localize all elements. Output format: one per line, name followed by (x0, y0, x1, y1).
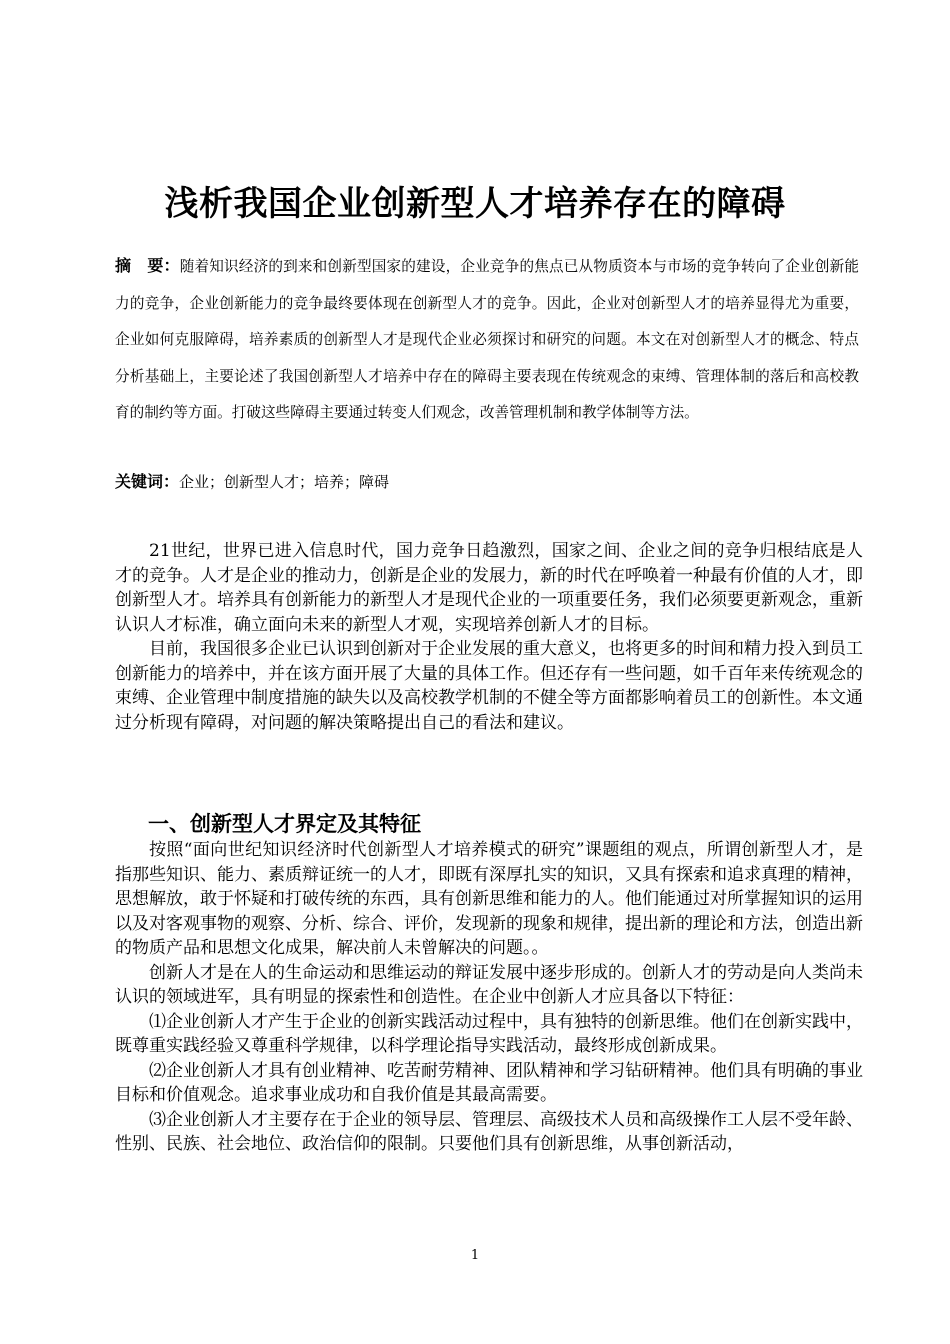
section-1-paragraph-2: 创新人才是在人的生命运动和思维运动的辩证发展中逐步形成的。创新人才的劳动是向人类尚未认识的领域进军，具有明显的探索性和创造性。在企业中创新人才应具备以下特征： (115, 962, 863, 1007)
keywords-label: 关键词： (115, 472, 180, 491)
introduction (115, 539, 863, 735)
section-1-paragraph-1: 按照“面向世纪知识经济时代创新型人才培养模式的研究”课题组的观点，所谓创新型人才，是指那些知识、能力、素质辩证统一的人才，即既有深厚扎实的知识，又具有探索和追求真理的精神，思想解放，敢于怀疑和打破传统的东西，具有创新思维和能力的人。他们能通过对所掌握知识的运用以及对客观事物的观察、分析、综合、评价，发现新的现象和规律，提出新的理论和方法，创造出新的物质产品和思想文化成果，解决前人未曾解决的问题。。 (115, 840, 863, 958)
intro-paragraph-2: 目前，我国很多企业已认识到创新对于企业发展的重大意义，也将更多的时间和精力投入到员工创新能力的培养中，并在该方面开展了大量的具体工作。但还存有一些问题，如千百年来传统观念的束缚、企业管理中制度措施的缺失以及高校教学机制的不健全等方面都影响着员工的创新性。本文通过分析现有障碍，对问题的解决策略提出自己的看法和建议。 (115, 639, 863, 733)
page-number: 1 (470, 1248, 480, 1263)
section-1-paragraph-5: ⑶企业创新人才主要存在于企业的领导层、管理层、高级技术人员和高级操作工人层不受年龄、性别、民族、社会地位、政治信仰的限制。只要他们具有创新思维，从事创新活动， (115, 1109, 863, 1154)
section-1-paragraph-4: ⑵企业创新人才具有创业精神、吃苦耐劳精神、团队精神和学习钻研精神。他们具有明确的事业目标和价值观念。追求事业成功和自我价值是其最高需要。 (115, 1060, 863, 1105)
paper-title: 浅析我国企业创新型人才培养存在的障碍 (164, 184, 786, 224)
section-1-paragraph-3: ⑴企业创新人才产生于企业的创新实践活动过程中，具有独特的创新思维。他们在创新实践中，既尊重实践经验又尊重科学规律，以科学理论指导实践活动，最终形成创新成果。 (115, 1011, 863, 1056)
section-1-heading: 一、创新型人才界定及其特征 (148, 812, 421, 836)
abstract (115, 248, 859, 432)
keywords (115, 467, 859, 497)
abstract-text: 随着知识经济的到来和创新型国家的建设，企业竞争的焦点已从物质资本与市场的竞争转向了企业创新能力的竞争，企业创新能力的竞争最终要体现在创新型人才的竞争。因此，企业对创新型人才的培养显得尤为重要，企业如何克服障碍，培养素质的创新型人才是现代企业必须探讨和研究的问题。本文在对创新型人才的概念、特点分析基础上，主要论述了我国创新型人才培养中存在的障碍主要表现在传统观念的束缚、管理体制的落后和高校教育的制约等方面。打破这些障碍主要通过转变人们观念，改善管理机制和教学体制等方法。 (115, 258, 859, 421)
section-1-body (115, 838, 863, 1157)
intro-paragraph-1: 21世纪，世界已进入信息时代，国力竞争日趋激烈，国家之间、企业之间的竞争归根结底是人才的竞争。人才是企业的推动力，创新是企业的发展力，新的时代在呼唤着一种最有价值的人才，即创新型人才。培养具有创新能力的新型人才是现代企业的一项重要任务，我们必须要更新观念，重新认识人才标准，确立面向未来的新型人才观，实现培养创新人才的目标。 (115, 541, 863, 635)
abstract-label: 摘 要： (115, 256, 180, 275)
keywords-text: 企业；创新型人才；培养；障碍 (179, 473, 390, 491)
